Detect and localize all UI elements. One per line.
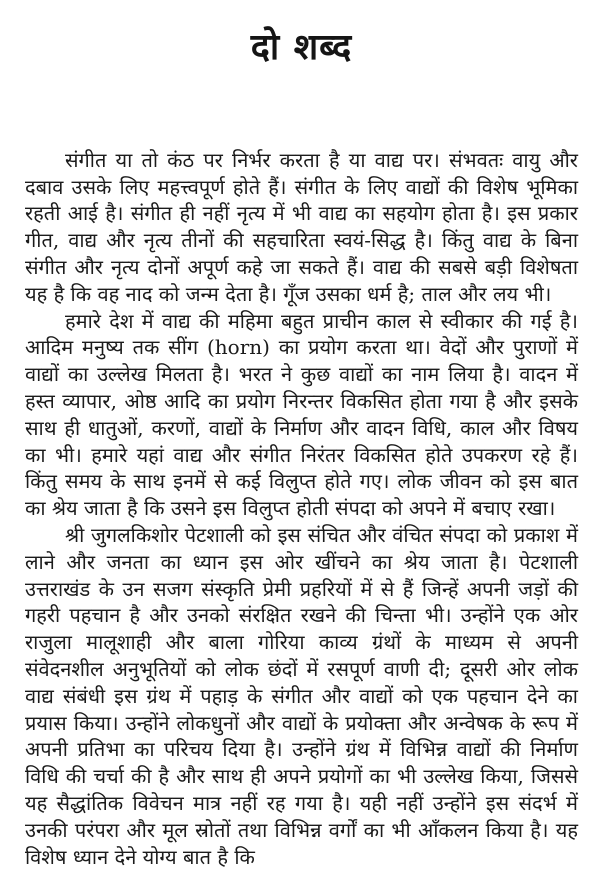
paragraph: हमारे देश में वाद्य की महिमा बहुत प्राचीन काल से स्वीकार की गई है। आदिम मनुष्य तक सींग (horn) का प्रयोग करता था। वेदों और पुराणों में वाद्यों का उल्लेख मिलता है। भरत ने कुछ वाद्यों का नाम लिया है। वादन में हस्त व्यापार, ओष्ठ आदि का प्रयोग निरन्तर विकसित होता गया है और इसके साथ ही धातुओं, करणों, वाद्यों के निर्माण और वादन विधि, काल और विषय का भी। हमारे यहां वाद्य और संगीत निरंतर विकसित होते उपकरण रहे हैं। किंतु समय के साथ इनमें से कई विलुप्त होते गए। लोक जीवन को इस बात का श्रेय जाता है कि उसने इस विलुप्त होती संपदा को अपने में बचाए रखा।	[25, 308, 578, 521]
page-title: दो शब्द	[250, 26, 353, 68]
paragraph: श्री जुगलकिशोर पेटशाली को इस संचित और वंचित संपदा को प्रकाश में लाने और जनता का ध्यान इस ओर खींचने का श्रेय जाता है। पेटशाली उत्तराखंड के उन सजग संस्कृति प्रेमी प्रहरियों में से हैं जिन्हें अपनी जड़ों की गहरी पहचान है और उनको संरक्षित रखने की चिन्ता भी। उन्होंने एक ओर राजुला मालूशाही और बाला गोरिया काव्य ग्रंथों के माध्यम से अपनी संवेदनशील अनुभूतियों को लोक छंदों में रसपूर्ण वाणी दी; दूसरी ओर लोक वाद्य संबंधी इस ग्रंथ में पहाड़ के संगीत और वाद्यों को एक पहचान देने का प्रयास किया। उन्होंने लोकधुनों और वाद्यों के प्रयोक्ता और अन्वेषक के रूप में अपनी प्रतिभा का परिचय दिया है। उन्होंने ग्रंथ में विभिन्न वाद्यों की निर्माण विधि की चर्चा की है और साथ ही अपने प्रयोगों का भी उल्लेख किया, जिससे यह सैद्धांतिक विवेचन मात्र नहीं रह गया है। यही नहीं उन्होंने इस संदर्भ में उनकी परंपरा और मूल स्रोतों तथा विभिन्न वर्गों का भी आँकलन किया है। यह विशेष ध्यान देने योग्य बात है कि	[25, 522, 579, 869]
paragraph: संगीत या तो कंठ पर निर्भर करता है या वाद्य पर। संभवतः वायु और दबाव उसके लिए महत्त्वपूर्ण होते हैं। संगीत के लिए वाद्यों की विशेष भूमिका रहती आई है। संगीत ही नहीं नृत्य में भी वाद्य का सहयोग होता है। इस प्रकार गीत, वाद्य और नृत्य तीनों की सहचारिता स्वयं-सिद्ध है। किंतु वाद्य के बिना संगीत और नृत्य दोनों अपूर्ण कहे जा सकते हैं। वाद्य की सबसे बड़ी विशेषता यह है कि वह नाद को जन्म देता है। गूँज उसका धर्म है; ताल और लय भी।	[25, 147, 578, 306]
page-body	[25, 147, 578, 871]
